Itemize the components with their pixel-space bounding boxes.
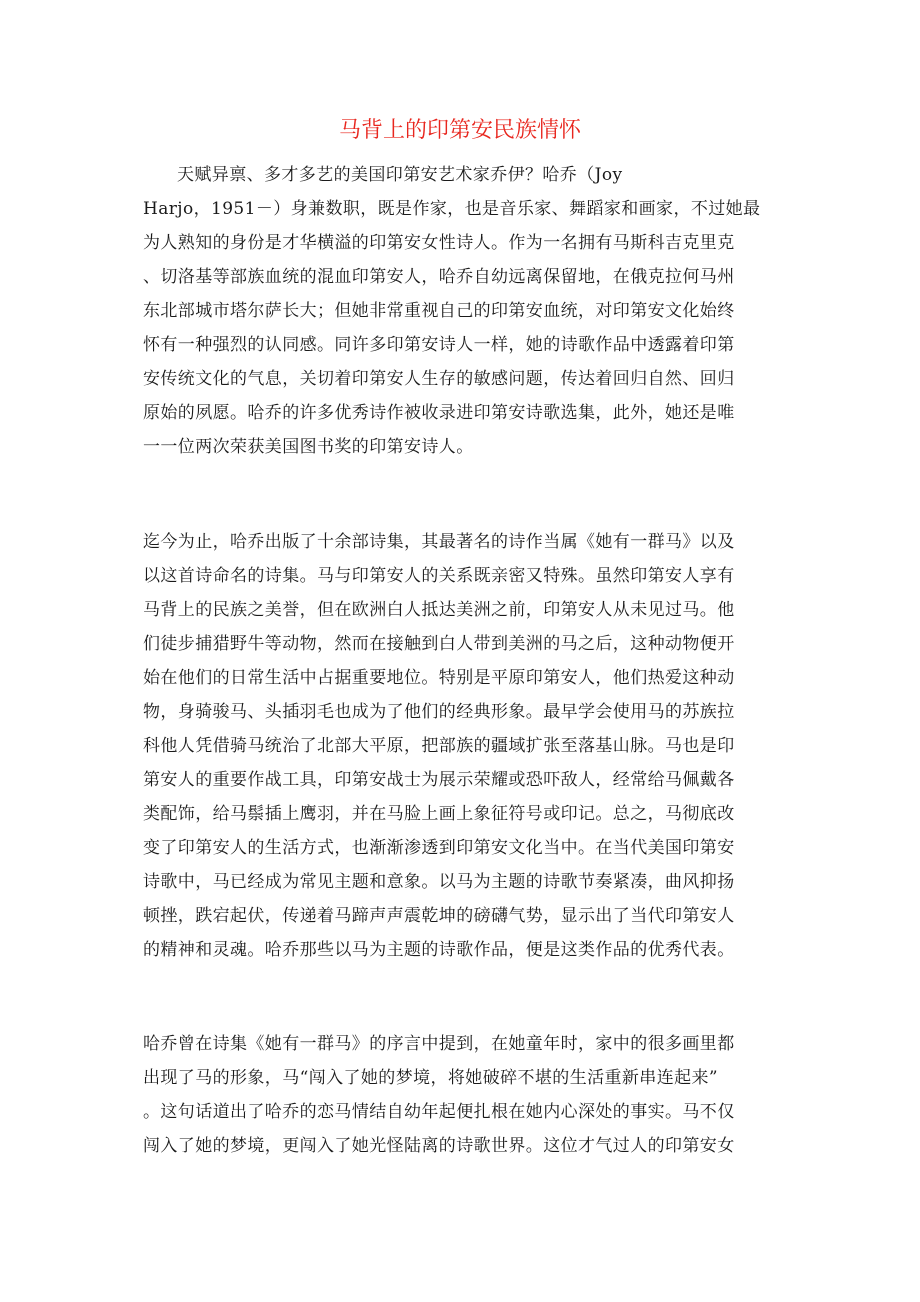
paragraph-line: 科他人凭借骑马统治了北部大平原，把部族的疆域扩张至落基山脉。马也是印 (143, 736, 735, 756)
paragraph-line: 出现了马的形象，马“闯入了她的梦境，将她破碎不堪的生活重新串连起来” (143, 1068, 718, 1088)
paragraph-line: 为人熟知的身份是才华横溢的印第安女性诗人。作为一名拥有马斯科吉克里克 (143, 233, 735, 253)
paragraph-line: 第安人的重要作战工具，印第安战士为展示荣耀或恐吓敌人，经常给马佩戴各 (143, 770, 735, 790)
page-title: 马背上的印第安民族情怀 (338, 118, 581, 143)
paragraph-line: 天赋异禀、多才多艺的美国印第安艺术家乔伊？哈乔（Joy (177, 165, 623, 185)
paragraph-line: 原始的夙愿。哈乔的许多优秀诗作被收录进印第安诗歌选集，此外，她还是唯 (143, 403, 735, 423)
paragraph-line: Harjo，1951－）身兼数职，既是作家，也是音乐家、舞蹈家和画家，不过她最 (143, 199, 761, 219)
paragraph-line: 。这句话道出了哈乔的恋马情结自幼年起便扎根在她内心深处的事实。马不仅 (143, 1102, 735, 1122)
paragraph-line: 们徒步捕猎野牛等动物，然而在接触到白人带到美洲的马之后，这种动物便开 (143, 634, 735, 654)
paragraph-line: 一一位两次荣获美国图书奖的印第安诗人。 (143, 437, 474, 457)
paragraph-line: 始在他们的日常生活中占据重要地位。特别是平原印第安人，他们热爱这种动 (143, 668, 735, 688)
paragraph-line: 闯入了她的梦境，更闯入了她光怪陆离的诗歌世界。这位才气过人的印第安女 (143, 1136, 735, 1156)
paragraph-line: 物，身骑骏马、头插羽毛也成为了他们的经典形象。最早学会使用马的苏族拉 (143, 702, 735, 722)
paragraph-line: 诗歌中，马已经成为常见主题和意象。以马为主题的诗歌节奏紧凑，曲风抑扬 (143, 872, 735, 892)
paragraph-line: 马背上的民族之美誉，但在欧洲白人抵达美洲之前，印第安人从未见过马。他 (143, 600, 735, 620)
paragraph-line: 怀有一种强烈的认同感。同许多印第安诗人一样，她的诗歌作品中透露着印第 (143, 335, 735, 355)
paragraph-line: 迄今为止，哈乔出版了十余部诗集，其最著名的诗作当属《她有一群马》以及 (143, 532, 735, 552)
paragraph-line: 变了印第安人的生活方式，也渐渐渗透到印第安文化当中。在当代美国印第安 (143, 838, 735, 858)
paragraph-line: 以这首诗命名的诗集。马与印第安人的关系既亲密又特殊。虽然印第安人享有 (143, 566, 735, 586)
paragraph-line: 东北部城市塔尔萨长大；但她非常重视自己的印第安血统，对印第安文化始终 (143, 301, 735, 321)
paragraph-line: 类配饰，给马鬃插上鹰羽，并在马脸上画上象征符号或印记。总之，马彻底改 (143, 804, 735, 824)
paragraph-line: 、切洛基等部族血统的混血印第安人，哈乔自幼远离保留地，在俄克拉何马州 (143, 267, 735, 287)
paragraph-line: 顿挫，跌宕起伏，传递着马蹄声声震乾坤的磅礴气势，显示出了当代印第安人 (143, 906, 735, 926)
paragraph-line: 的精神和灵魂。哈乔那些以马为主题的诗歌作品，便是这类作品的优秀代表。 (143, 940, 735, 960)
paragraph-line: 安传统文化的气息，关切着印第安人生存的敏感问题，传达着回归自然、回归 (143, 369, 735, 389)
paragraph-line: 哈乔曾在诗集《她有一群马》的序言中提到，在她童年时，家中的很多画里都 (143, 1034, 735, 1054)
